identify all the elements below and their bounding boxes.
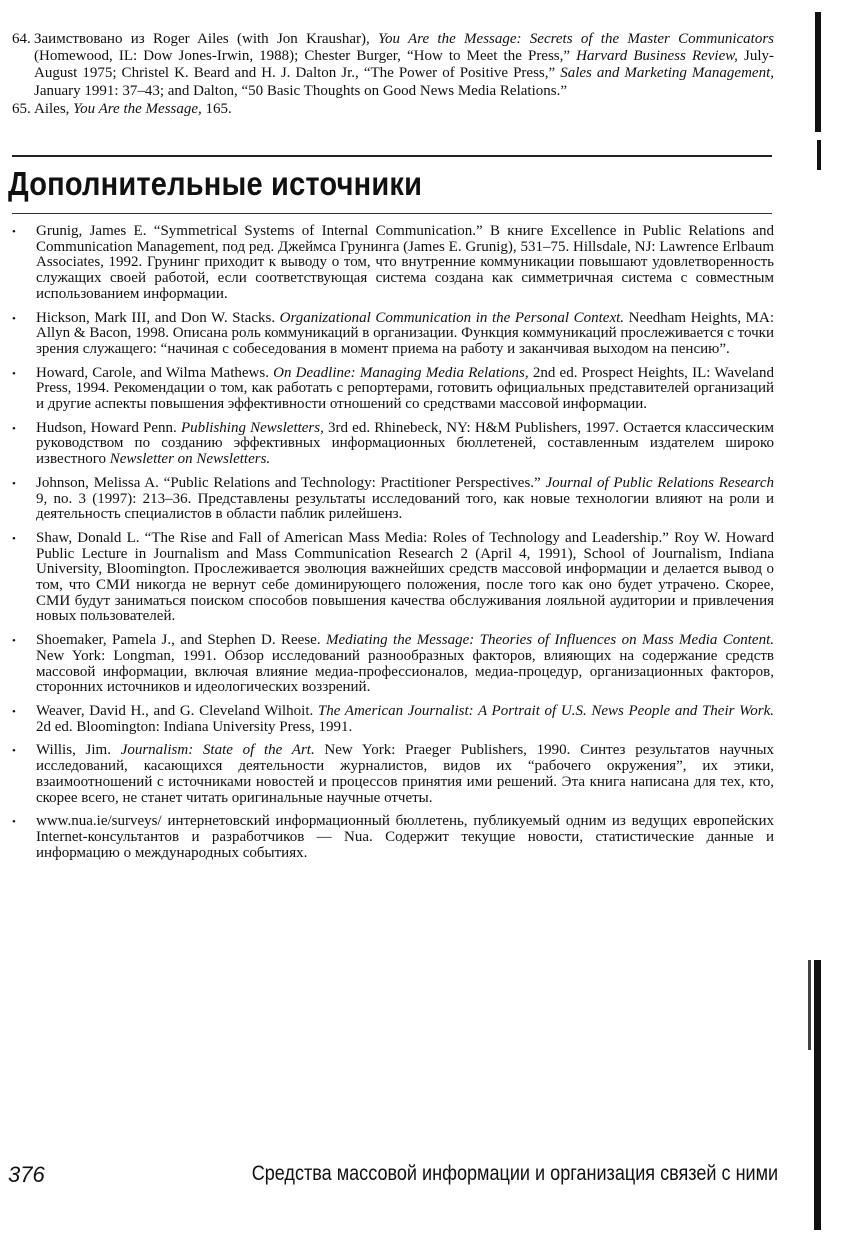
- reference-item-nua: [12, 814, 774, 861]
- endnote-text: Ailes,: [34, 100, 74, 117]
- reference-item-shoemaker: [12, 633, 774, 696]
- endnote-65: [12, 101, 774, 118]
- bullet-icon: •: [12, 477, 16, 490]
- reference-text: 3rd ed. Rhinebeck, NY: H&M Publishers, 1997. Остается классическим руководством по созданию эффективных информационных бюллетеней, составленным издателем широко известного: [36, 419, 774, 468]
- reference-text: New York: Longman, 1991. Обзор исследований разнообразных факторов, влияющих на содержание средств массовой информации, включая влияние медиа-профессионалов, медиа-процедур, организационных факторов, сторонних источников и идеологических воззрений.: [36, 647, 774, 696]
- reference-text: Shoemaker, Pamela J., and Stephen D. Reese.: [36, 632, 326, 649]
- endnote-title: Harvard Business Review,: [576, 48, 738, 65]
- reference-item-hudson: [12, 421, 774, 468]
- bullet-icon: •: [12, 422, 16, 435]
- section-rule-top: [12, 155, 772, 157]
- reference-text: 9, no. 3 (1997): 213–36. Представлены результаты исследований того, как новые технологии влияют на роли и деятельность специалистов в области паблик рилейшенз.: [36, 490, 774, 523]
- bullet-icon: •: [12, 367, 16, 380]
- endnote-text: (Homewood, IL: Dow Jones-Irwin, 1988); Chester Burger, “How to Meet the Press,”: [34, 48, 577, 65]
- reference-title: Mediating the Message: Theories of Influences on Mass Media Content.: [325, 632, 774, 649]
- endnote-text: January 1991: 37–43; and Dalton, “50 Basic Thoughts on Good News Media Relations.”: [34, 82, 567, 99]
- reference-title: Newsletter on Newsletters.: [109, 451, 271, 468]
- reference-text: 2nd ed. Prospect Heights, IL: Waveland Press, 1994. Рекомендации о том, как работать с репортерами, готовить официальных представителей организаций и другие аспекты повышения эффективности отношений со средствами массовой информации.: [36, 364, 774, 413]
- scan-edge-mark: [817, 140, 821, 170]
- endnote-text: July-August 1975; Christel K. Beard and H. J. Dalton Jr., “The Power of Positive Press,”: [34, 48, 774, 82]
- scan-edge-mark: [815, 12, 821, 132]
- endnote-number: 65.: [12, 100, 31, 117]
- page-footer: [8, 1162, 778, 1192]
- scan-edge-mark: [808, 960, 811, 1050]
- reference-item-hickson: [12, 311, 774, 358]
- reference-item-willis: [12, 743, 774, 806]
- endnote-text: 165.: [201, 100, 232, 117]
- reference-title: Organizational Communication in the Personal Context.: [279, 309, 625, 326]
- reference-text: www.nua.ie/surveys/ интернетовский информационный бюллетень, публикуемый одним из ведущих европейских Internet-консультантов и разработчиков — Nua. Содержит текущие новости, статистические данные и информацию о международных событиях.: [36, 813, 774, 861]
- reference-item-weaver: [12, 704, 774, 735]
- reference-title: Journalism: State of the Art.: [120, 742, 315, 759]
- reference-title: On Deadline: Managing Media Relations,: [273, 364, 529, 381]
- reference-item-howard: [12, 366, 774, 413]
- reference-text: Howard, Carole, and Wilma Mathews.: [36, 364, 274, 381]
- reference-text: Needham Heights, MA: Allyn & Bacon, 1998. Описана роль коммуникаций в организации. Функция коммуникаций прослеживается с точки зрения служащего: “начиная с собеседования в момент приема на работу и заканчивая выходом на пенсию”.: [36, 309, 774, 357]
- reference-title: Journal of Public Relations Research: [545, 474, 775, 491]
- reference-text: New York: Praeger Publishers, 1990. Синтез результатов научных исследований, касающихся деятельности журналистов, видов их “рабочего окружения”, их этики, взаимоотношений с источниками новостей и процессов принятия ими решений. Эта книга написана для тех, кто, скорее всего, не станет читать оригинальные научные отчеты.: [36, 742, 774, 806]
- reference-text: 2d ed. Bloomington: Indiana University Press, 1991.: [36, 718, 353, 735]
- bullet-icon: •: [12, 745, 16, 758]
- bullet-icon: •: [12, 312, 16, 325]
- endnote-title: You Are the Message: Secrets of the Master Communicators: [378, 31, 774, 47]
- reference-list: [12, 224, 774, 869]
- endnote-title: Sales and Marketing Management,: [560, 65, 774, 82]
- endnote-number: 64.: [12, 31, 31, 47]
- reference-text: Hudson, Howard Penn.: [36, 419, 181, 436]
- reference-text: Shaw, Donald L. “The Rise and Fall of American Mass Media: Roles of Technology and Leadership.” Roy W. Howard Public Lecture in Journalism and Mass Communication Research 2 (April 4, 1991), School of Journalism, Indiana University, Bloomington. Прослеживается эволюция важнейших средств массовой информации и делается вывод о том, что СМИ никогда не вернут себе доминирующего положения, после того как оно будет утрачено. Скорее, СМИ будут заниматься поиском способов повышения качества обслуживания лояльной аудитории и привлечения новых пользователей.: [36, 529, 774, 625]
- endnote-64: [12, 31, 774, 100]
- endnote-title: You Are the Message,: [73, 100, 202, 117]
- reference-text: Grunig, James E. “Symmetrical Systems of Internal Communication.” В книге Excellence in Public Relations and Communication Management, под ред. Джеймса Грунинга (James E. Grunig), 531–75. Hillsdale, NJ: Lawrence Erlbaum Associates, 1992. Грунинг приходит к выводу о том, что внутренние коммуникации повышают удовлетворенность служащих своей работой, если соответствующая система создана как симметричная система с совместным использованием информации.: [36, 223, 774, 302]
- reference-text: Willis, Jim.: [36, 742, 121, 759]
- reference-text: Weaver, David H., and G. Cleveland Wilhoit.: [36, 702, 318, 719]
- section-rule-bottom: [12, 213, 772, 214]
- bullet-icon: •: [12, 816, 16, 829]
- section-heading: Дополнительные источники: [8, 165, 423, 202]
- endnote-text: Заимствовано из Roger Ailes (with Jon Kraushar),: [34, 31, 379, 47]
- reference-item-grunig: [12, 224, 774, 303]
- reference-text: Hickson, Mark III, and Don W. Stacks.: [36, 309, 280, 326]
- reference-title: Publishing Newsletters,: [180, 419, 324, 436]
- bullet-icon: •: [12, 532, 16, 545]
- running-head: Средства массовой информации и организация связей с ними: [251, 1162, 778, 1185]
- bullet-icon: •: [12, 705, 16, 718]
- page-number: 376: [8, 1162, 45, 1187]
- reference-item-johnson: [12, 476, 774, 523]
- bullet-icon: •: [12, 226, 16, 238]
- endnotes: [12, 31, 774, 119]
- reference-title: The American Journalist: A Portrait of U.S. News People and Their Work.: [317, 702, 774, 719]
- reference-text: Johnson, Melissa A. “Public Relations and Technology: Practitioner Perspectives.”: [36, 474, 546, 491]
- scan-edge-mark: [814, 960, 821, 1230]
- bullet-icon: •: [12, 635, 16, 648]
- reference-item-shaw: [12, 531, 774, 625]
